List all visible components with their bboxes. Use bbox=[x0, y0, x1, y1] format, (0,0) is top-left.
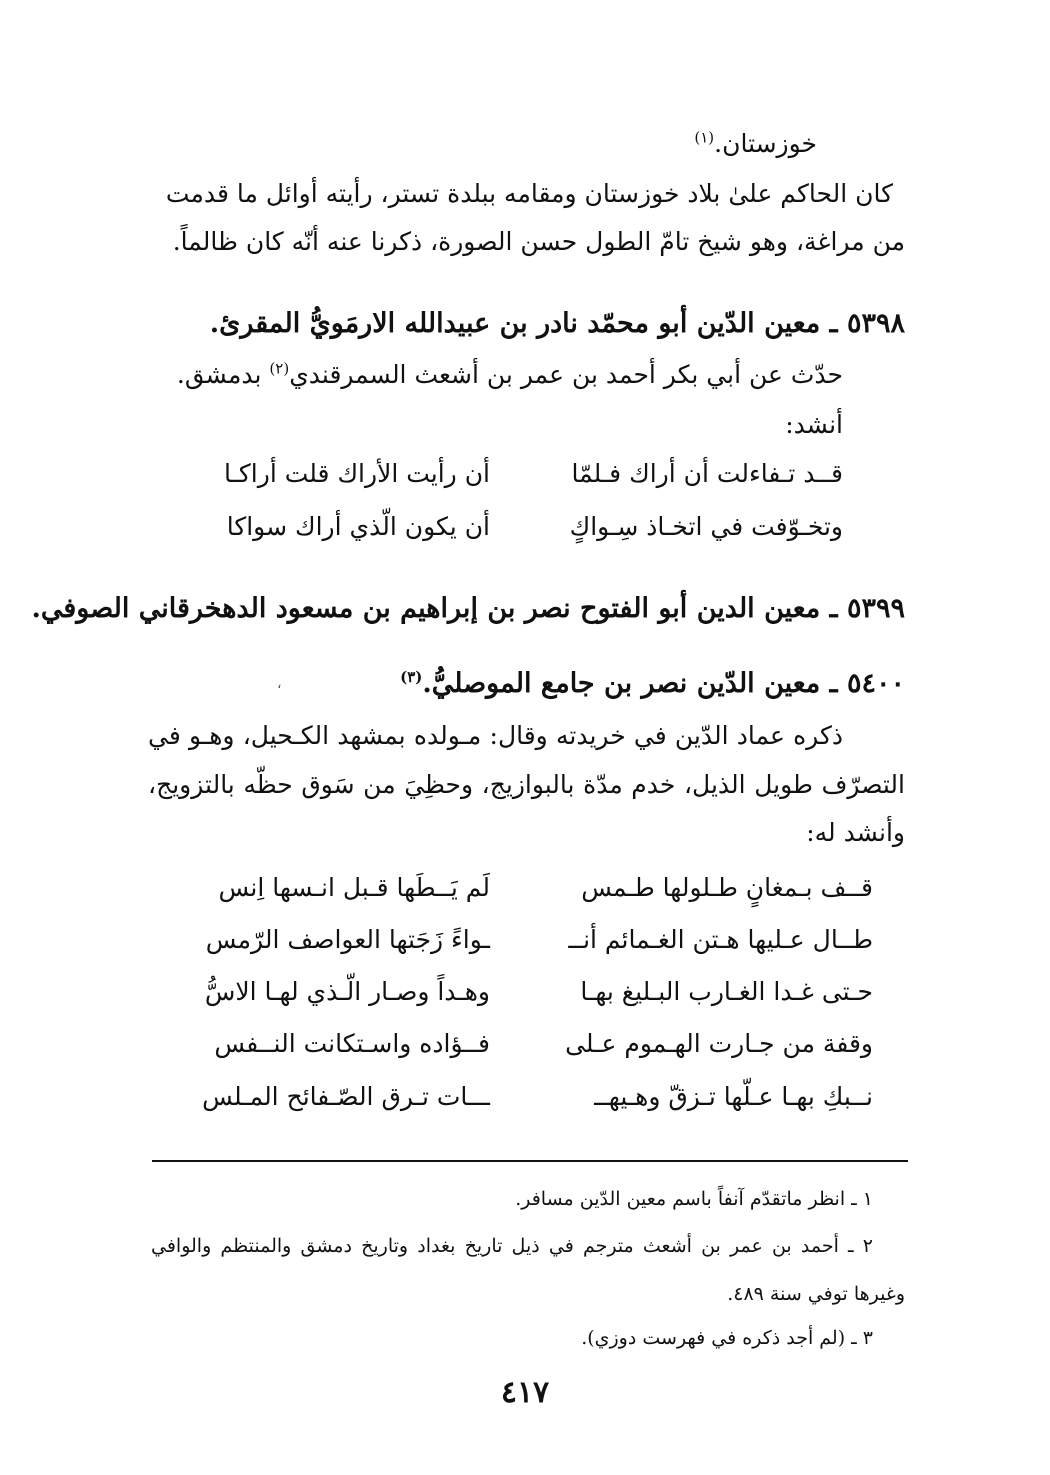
entry-5398-text-end: بدمشق. bbox=[176, 360, 270, 389]
verse-5398-2-left: أن يكون الّذي أراك سواكا bbox=[226, 512, 490, 541]
entry-5400-heading bbox=[400, 663, 905, 705]
prev-entry-text: خوزستان. bbox=[714, 129, 817, 158]
entry-5400-line-3: وأنشد له: bbox=[806, 818, 905, 847]
entry-5400-heading-text: ٥٤٠٠ ـ معين الدّين نصر بن جامع الموصليُّ. bbox=[422, 668, 905, 699]
footnote-ref-3: (٣) bbox=[400, 668, 423, 686]
entry-5398-line-1 bbox=[177, 355, 843, 395]
verse-5400-3-right: حـتى غـدا الغـارب البـليغ بهـا bbox=[580, 977, 873, 1006]
entry-5399-heading: ٥٣٩٩ ـ معين الدين أبو الفتوح نصر بن إبراهيم بن مسعود الدهخرقاني الصوفي. bbox=[31, 593, 905, 624]
verse-5398-1-left: أن رأيت الأراك قلت أراكـا bbox=[223, 459, 490, 488]
verse-5400-1-left: لَم يَــطَها قـبل انـسها اِنس bbox=[218, 873, 490, 902]
verse-5398-1-right: قــد تـفاءلت أن أراك فـلمّا bbox=[571, 459, 843, 488]
verse-5400-2-left: ـواءً زَجَتها العواصف الرّمس bbox=[205, 925, 490, 954]
footnote-3: ٣ ـ (لم أجد ذكره في فهرست دوزي). bbox=[581, 1327, 873, 1349]
verse-5400-4-left: فــؤاده واسـتكانت النــفس bbox=[214, 1029, 490, 1058]
verse-5400-5-left: ـــات تـرق الصّـفائح المـلس bbox=[202, 1082, 490, 1111]
footnote-2: ٢ ـ أحمد بن عمر بن أشعث مترجم في ذيل تاريخ بغداد وتاريخ دمشق والمنتظم والوافي bbox=[151, 1235, 873, 1257]
verse-5400-3-left: وهـداً وصـار الّـذي لهـا الاسُّ bbox=[204, 977, 490, 1006]
verse-5400-5-right: نــبكِ بهـا عـلّها تـزقّ وهـيهــ bbox=[594, 1082, 873, 1111]
footnote-1: ١ ـ انظر ماتقدّم آنفاً باسم معين الدّين مسافر. bbox=[515, 1188, 873, 1210]
footnote-2-continued: وغيرها توفي سنة ٤٨٩. bbox=[727, 1283, 905, 1305]
verse-5400-1-right: قــف بـمغانٍ طـلولها طـمس bbox=[581, 873, 873, 902]
entry-5398-line-2: أنشد: bbox=[785, 410, 843, 439]
page-number: ٤١٧ bbox=[500, 1375, 550, 1410]
entry-5398-text: حدّث عن أبي بكر أحمد بن عمر بن أشعث السمرقندي bbox=[289, 360, 843, 389]
prev-entry-line-1 bbox=[694, 124, 817, 164]
verse-5398-2-right: وتخـوّفت في اتخـاذ سِـواكٍ bbox=[569, 512, 843, 541]
verse-5400-4-right: وقفة من جـارت الهـموم عـلى bbox=[565, 1029, 873, 1058]
entry-5400-line-1: ذكره عماد الدّين في خريدته وقال: مـولده بمشهد الكـحيل، وهـو في bbox=[148, 721, 843, 750]
entry-5400-line-2: التصرّف طويل الذيل، خدم مدّة بالبوازيج، وحظِيَ من سَوق حظّه بالتزويج، bbox=[148, 770, 905, 799]
prev-entry-line-3: من مراغة، وهو شيخ تامّ الطول حسن الصورة، ذكرنا عنه أنّه كان ظالماً. bbox=[172, 227, 905, 256]
entry-5398-heading: ٥٣٩٨ ـ معين الدّين أبو محمّد نادر بن عبيدالله الارمَويُّ المقرئ. bbox=[209, 308, 905, 339]
stray-mark: ، bbox=[277, 676, 282, 692]
footnote-divider bbox=[152, 1160, 908, 1162]
footnote-ref-2: (٢) bbox=[269, 359, 290, 378]
prev-entry-line-2: كان الحاكم علىٰ بلاد خوزستان ومقامه ببلدة تستر، رأيته أوائل ما قدمت bbox=[165, 179, 893, 208]
footnote-ref-1: (١) bbox=[694, 128, 715, 147]
verse-5400-2-right: طــال عـليها هـتن الغـمائم أنــ bbox=[568, 925, 873, 954]
